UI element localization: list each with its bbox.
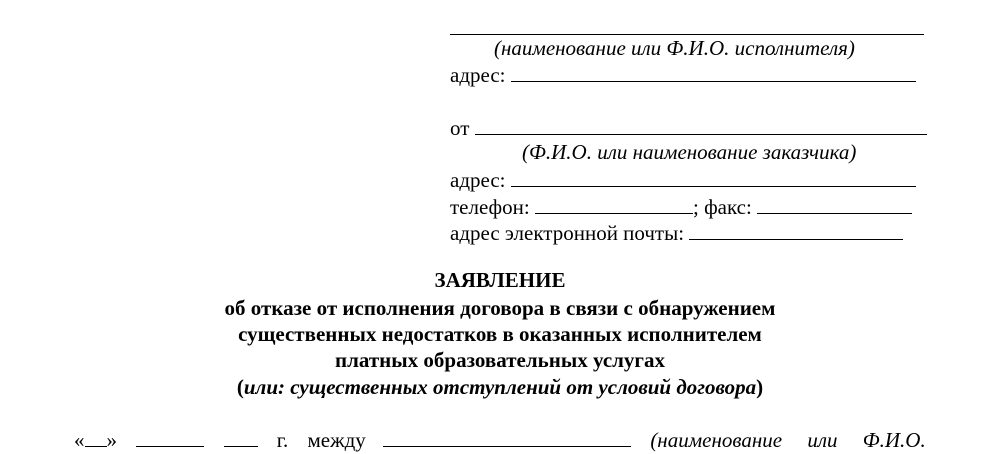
title-line-3: платных образовательных услугах bbox=[335, 348, 665, 372]
email-field[interactable] bbox=[689, 221, 903, 240]
title-line-1: об отказе от исполнения договора в связи с обнаружением bbox=[224, 296, 776, 320]
from-label: от bbox=[450, 116, 470, 140]
from-row bbox=[450, 116, 927, 140]
executor-address-label: адрес: bbox=[450, 63, 506, 87]
date-row bbox=[74, 428, 926, 452]
executor-caption: (наименование или Ф.И.О. исполнителя) bbox=[494, 36, 855, 60]
day-field[interactable] bbox=[85, 428, 107, 447]
email-label: адрес электронной почты: bbox=[450, 221, 685, 245]
customer-address-field[interactable] bbox=[511, 168, 916, 187]
email-row bbox=[450, 221, 903, 245]
phone-label: телефон: bbox=[450, 195, 530, 219]
year-field[interactable] bbox=[224, 428, 258, 447]
fio-word: Ф.И.О. bbox=[862, 428, 926, 452]
date-open-quote: « bbox=[74, 428, 85, 452]
phone-fax-row bbox=[450, 195, 912, 219]
or-word: или bbox=[807, 428, 838, 452]
executor-address-field[interactable] bbox=[511, 63, 916, 82]
executor-address-row bbox=[450, 63, 916, 87]
document-title: ЗАЯВЛЕНИЕ bbox=[434, 268, 566, 292]
phone-field[interactable] bbox=[535, 195, 693, 214]
customer-address-row bbox=[450, 168, 916, 192]
party-name-field[interactable] bbox=[383, 428, 631, 447]
year-suffix: г. bbox=[276, 428, 289, 452]
date-close-quote: » bbox=[106, 428, 117, 452]
customer-address-label: адрес: bbox=[450, 168, 506, 192]
between-word: между bbox=[307, 428, 366, 452]
customer-name-field[interactable] bbox=[475, 116, 927, 135]
name-caption-start: (наименование bbox=[650, 428, 783, 452]
title-alternative: (или: существенных отступлений от условий договора) bbox=[236, 375, 764, 399]
customer-caption: (Ф.И.О. или наименование заказчика) bbox=[522, 140, 857, 164]
fax-label: ; факс: bbox=[692, 195, 752, 219]
title-line-2: существенных недостатков в оказанных исполнителем bbox=[238, 322, 762, 346]
month-field[interactable] bbox=[136, 428, 204, 447]
title-alternative-text: или: существенных отступлений от условий договора bbox=[243, 375, 757, 399]
fax-field[interactable] bbox=[757, 195, 912, 214]
